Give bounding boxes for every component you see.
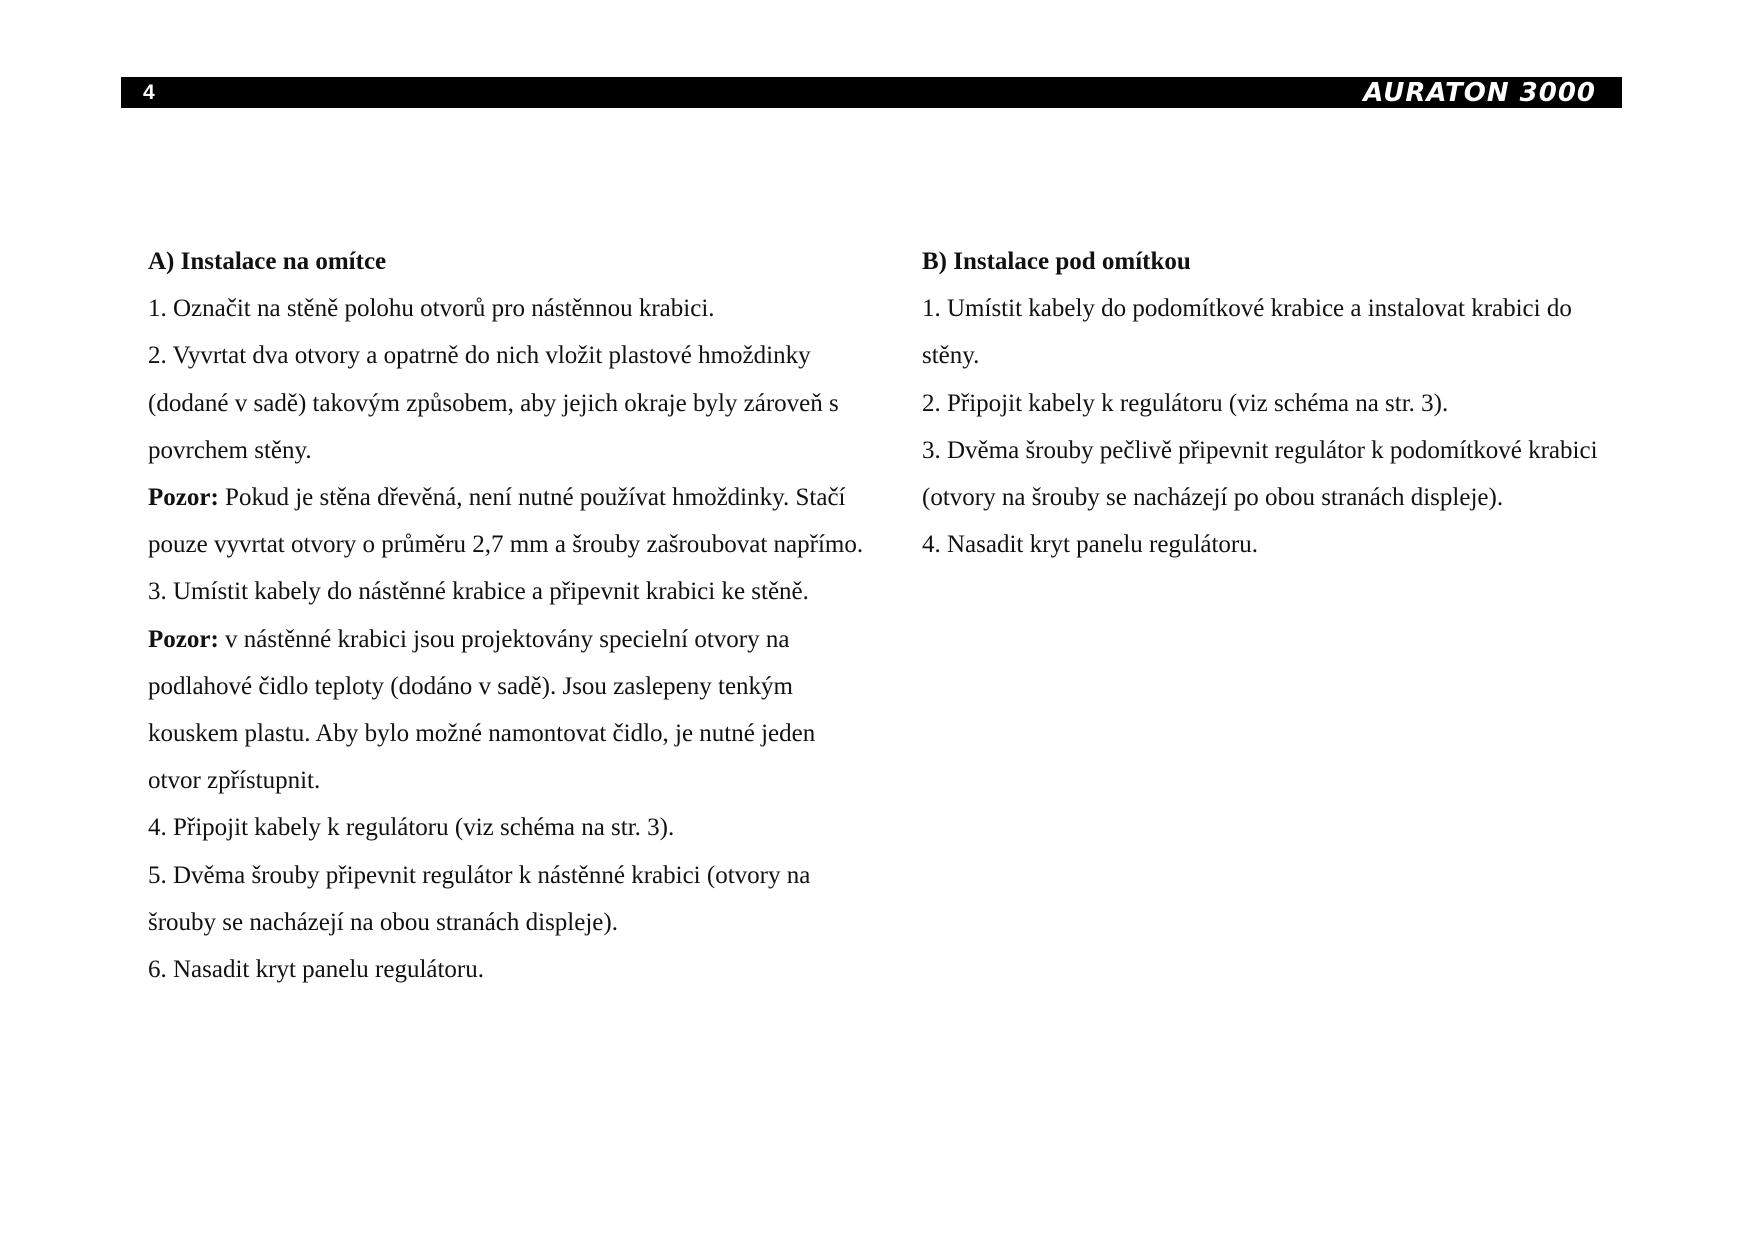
section-a-step-2: 2. Vyvrtat dva otvory a opatrně do nich vložit plastové hmoždinky (dodané v sadě) takovým způsobem, aby jejich okraje byly zároveň s povrchem stěny. <box>148 342 839 464</box>
note-label: Pozor: <box>148 484 219 512</box>
section-a-step-3: 3. Umístit kabely do nástěnné krabice a připevnit krabici ke stěně. <box>148 578 809 606</box>
section-a <box>148 238 868 993</box>
page-number: 4 <box>143 81 155 104</box>
section-a-note-2 <box>148 616 868 805</box>
section-b <box>922 238 1622 568</box>
header-bar <box>121 77 1622 108</box>
section-b-step-4: 4. Nasadit kryt panelu regulátoru. <box>922 531 1259 559</box>
section-b-heading: B) Instalace pod omítkou <box>922 248 1191 275</box>
note-text: Pokud je stěna dřevěná, není nutné používat hmoždinky. Stačí pouze vyvrtat otvory o průměru 2,7 mm a šrouby zašroubovat napřímo. <box>148 484 864 559</box>
section-a-step-5: 5. Dvěma šrouby připevnit regulátor k nástěnné krabici (otvory na šrouby se nacházejí na obou stranách displeje). <box>148 861 811 936</box>
brand-title: AURATON 3000 <box>1363 78 1596 108</box>
section-b-step-3: 3. Dvěma šrouby pečlivě připevnit regulátor k podomítkové krabici (otvory na šrouby se nacházejí po obou stranách displeje). <box>922 436 1598 512</box>
section-a-step-1: 1. Označit na stěně polohu otvorů pro nástěnnou krabici. <box>148 295 715 323</box>
section-b-step-1: 1. Umístit kabely do podomítkové krabice a instalovat krabici do stěny. <box>922 295 1572 370</box>
section-a-note-1 <box>148 474 868 568</box>
section-a-step-4: 4. Připojit kabely k regulátoru (viz schéma na str. 3). <box>148 814 675 842</box>
section-a-heading: A) Instalace na omítce <box>148 248 387 275</box>
note-label: Pozor: <box>148 625 219 653</box>
section-a-step-6: 6. Nasadit kryt panelu regulátoru. <box>148 956 485 984</box>
note-text: v nástěnné krabici jsou projektovány specielní otvory na podlahové čidlo teploty (dodáno v sadě). Jsou zaslepeny tenkým kouskem plastu. Aby bylo možné namontovat čidlo, je nutné jeden otvor zpřístupnit. <box>148 625 816 795</box>
section-b-step-2: 2. Připojit kabely k regulátoru (viz schéma na str. 3). <box>922 389 1449 417</box>
